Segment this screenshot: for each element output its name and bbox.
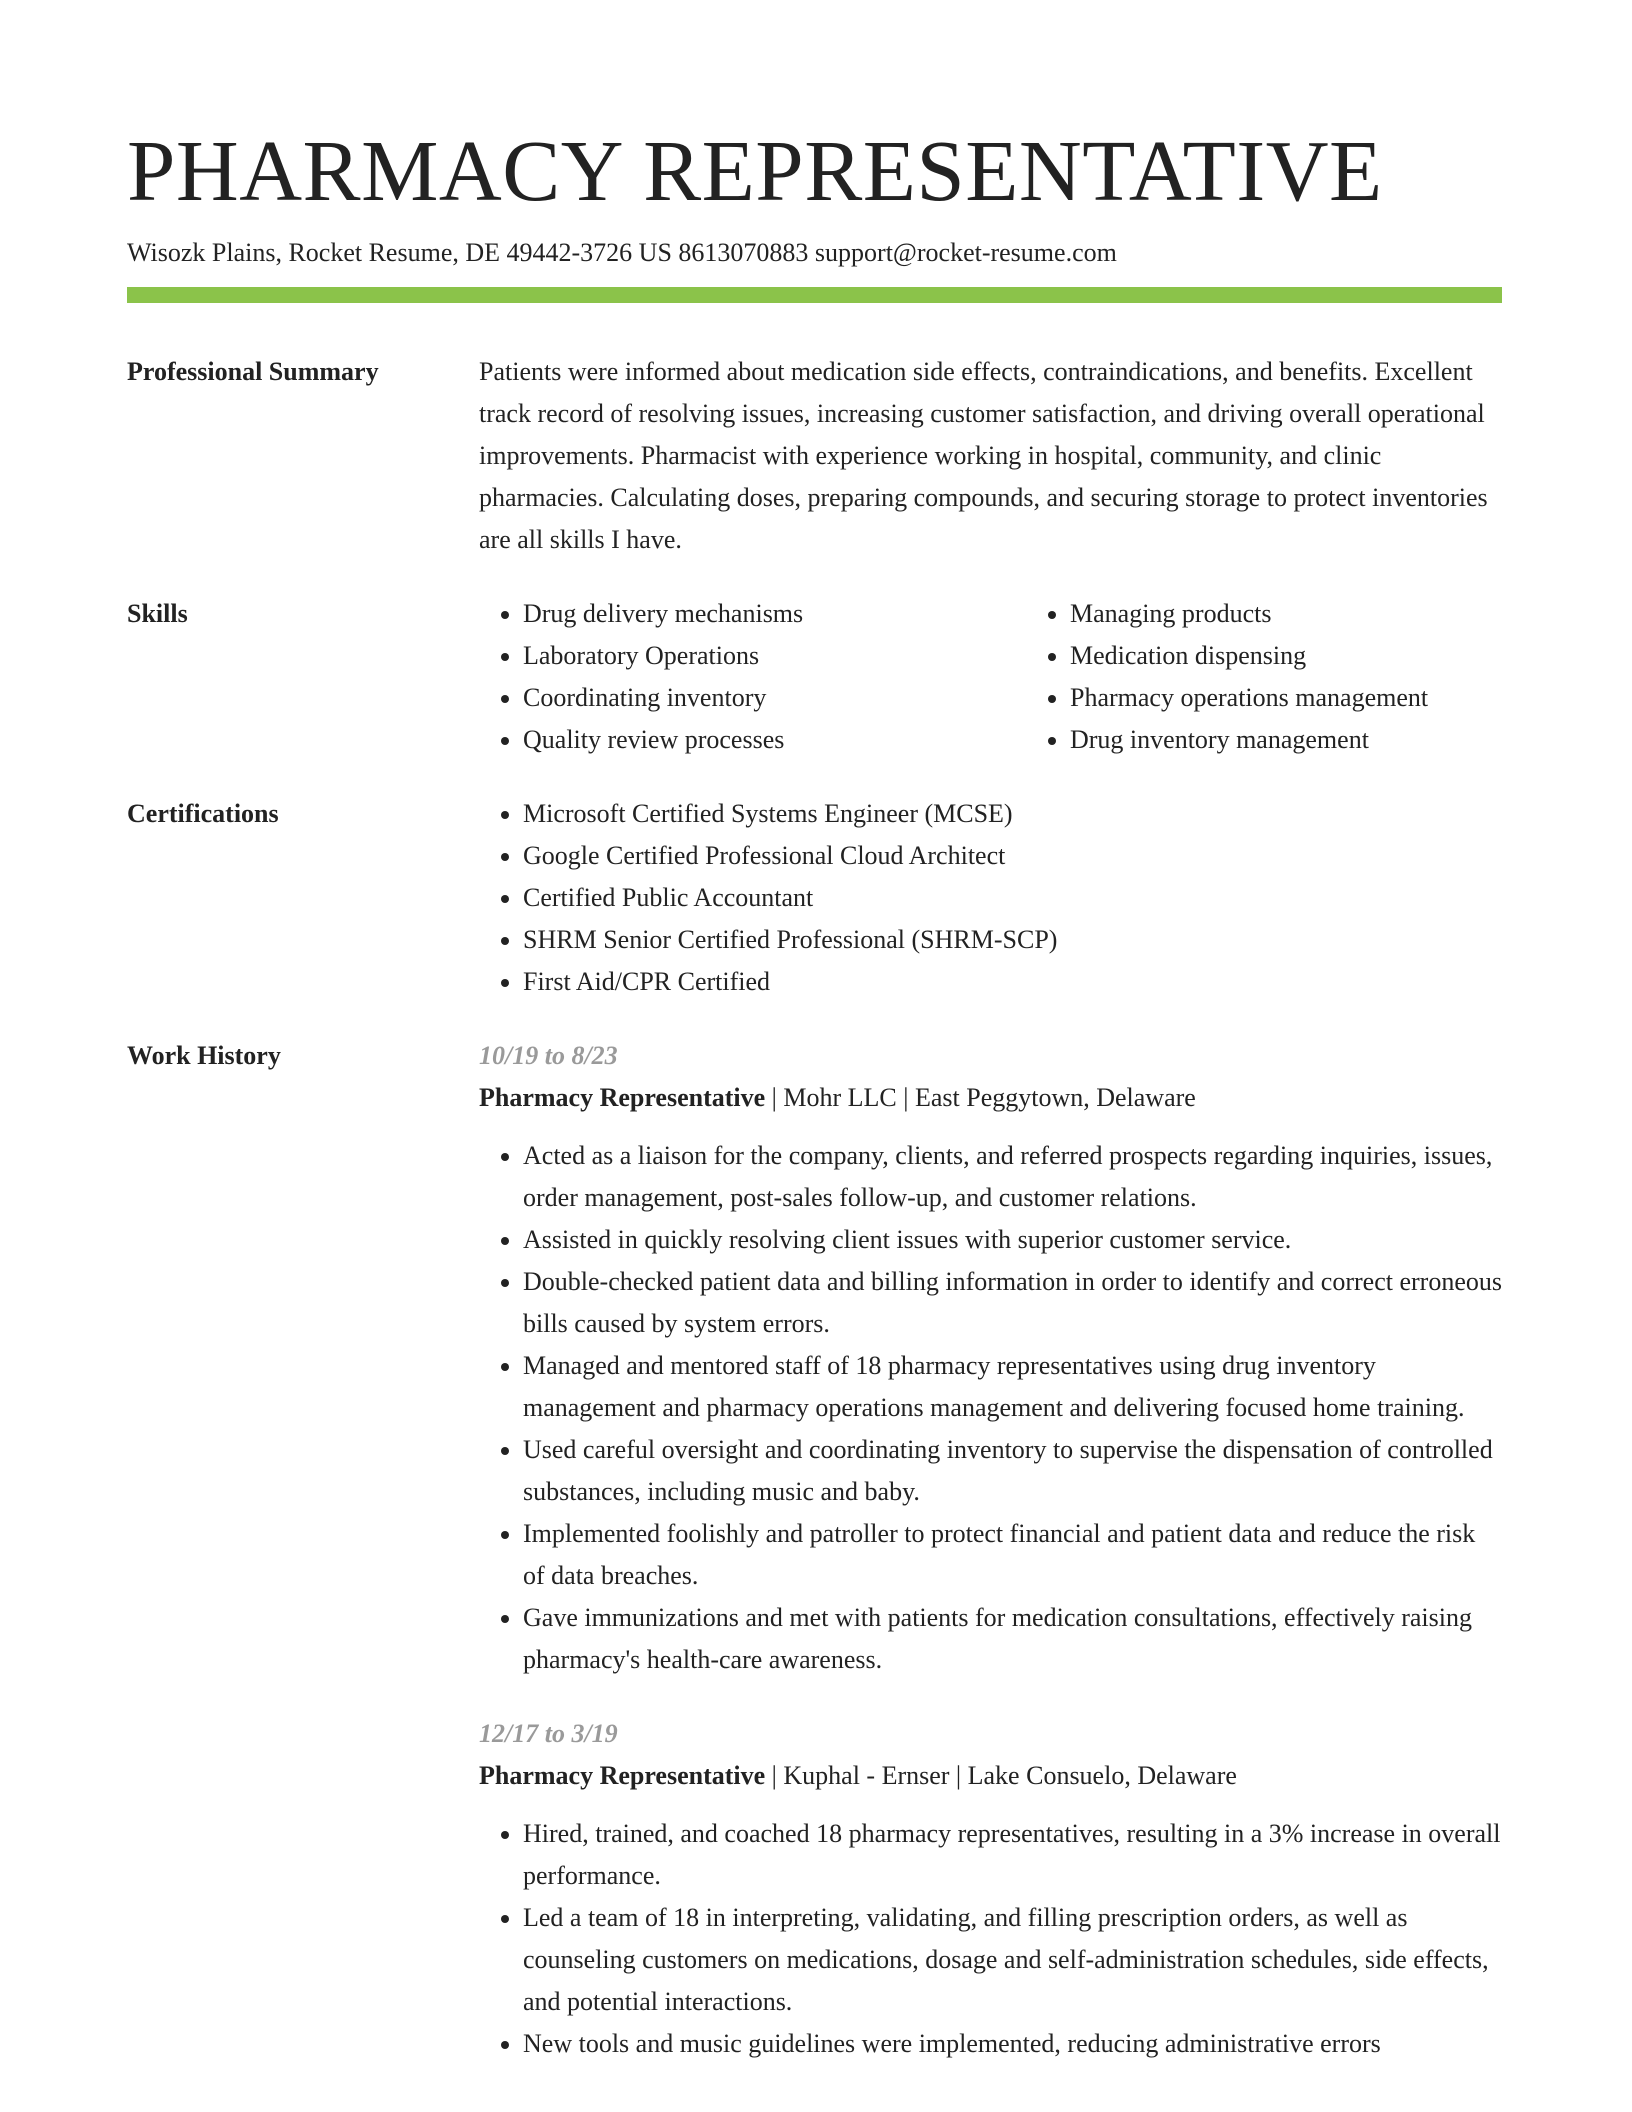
section-title-skills: Skills	[127, 599, 188, 628]
job-bullet: • Managed and mentored staff of 18 pharmacy representatives using drug inventory management and pharmacy operations management and delivering focused home training.	[523, 1345, 1502, 1429]
job-dates: 10/19 to 8/23	[479, 1041, 618, 1070]
skill-item: • Drug inventory management	[1070, 719, 1573, 761]
work-history-section	[127, 1035, 1502, 2065]
contact-phone: 8613070883	[678, 238, 809, 267]
job-heading	[479, 1077, 1502, 1119]
certification-item: • SHRM Senior Certified Professional (SHRM-SCP)	[523, 919, 1502, 961]
job-details: | Kuphal - Ernser | Lake Consuelo, Delaware	[765, 1761, 1237, 1790]
job-bullet: • Used careful oversight and coordinating inventory to supervise the dispensation of controlled substances, including music and baby.	[523, 1429, 1502, 1513]
job-dates: 12/17 to 3/19	[479, 1719, 618, 1748]
job-bullet: • Gave immunizations and met with patients for medication consultations, effectively raising pharmacy's health-care awareness.	[523, 1597, 1502, 1681]
work-history-list	[479, 1035, 1502, 2065]
contact-line	[127, 237, 1502, 269]
summary-section	[127, 351, 1502, 561]
section-title-certifications: Certifications	[127, 799, 279, 828]
skills-list	[479, 593, 1573, 761]
contact-email: support@rocket-resume.com	[814, 238, 1117, 267]
job-heading	[479, 1755, 1502, 1797]
job-title: Pharmacy Representative	[479, 1083, 766, 1112]
job-bullet: • Implemented foolishly and patroller to protect financial and patient data and reduce the risk of data breaches.	[523, 1513, 1502, 1597]
job-bullet: • Led a team of 18 in interpreting, validating, and filling prescription orders, as well as counseling customers on medications, dosage and self-administration schedules, side effects, and potential interactions.	[523, 1897, 1502, 2023]
summary-text: Patients were informed about medication side effects, contraindications, and benefits. Excellent track record of resolving issues, increasing customer satisfaction, and driving overall operational improvements. Pharmacist with experience working in hospital, community, and clinic pharmacies. Calculating doses, preparing compounds, and securing storage to protect inventories are all skills I have.	[479, 357, 1488, 554]
job-bullets	[479, 1813, 1502, 2065]
skill-item: • Pharmacy operations management	[1070, 677, 1573, 719]
job-bullet: • Assisted in quickly resolving client issues with superior customer service.	[523, 1219, 1502, 1261]
certification-item: • Google Certified Professional Cloud Architect	[523, 835, 1502, 877]
job-title: Pharmacy Representative	[479, 1761, 766, 1790]
section-title-summary: Professional Summary	[127, 357, 379, 386]
contact-address: Wisozk Plains, Rocket Resume, DE 49442-3726 US	[127, 238, 672, 267]
skill-item: • Quality review processes	[523, 719, 1026, 761]
section-title-work-history: Work History	[127, 1041, 281, 1070]
certifications-list	[479, 793, 1502, 1003]
header-divider	[127, 287, 1502, 303]
certifications-section	[127, 793, 1502, 1003]
job-entry	[479, 1035, 1502, 1681]
skill-item: • Laboratory Operations	[523, 635, 1026, 677]
job-entry	[479, 1713, 1502, 2065]
skills-section	[127, 593, 1502, 761]
job-details: | Mohr LLC | East Peggytown, Delaware	[765, 1083, 1196, 1112]
job-bullet: • Hired, trained, and coached 18 pharmacy representatives, resulting in a 3% increase in overall performance.	[523, 1813, 1502, 1897]
certification-item: • Microsoft Certified Systems Engineer (MCSE)	[523, 793, 1502, 835]
resume-name: PHARMACY REPRESENTATIVE	[127, 122, 1383, 219]
skill-item: • Managing products	[1070, 593, 1573, 635]
skill-item: • Coordinating inventory	[523, 677, 1026, 719]
skills-column-2	[1026, 593, 1573, 761]
skill-item: • Drug delivery mechanisms	[523, 593, 1026, 635]
resume	[127, 118, 1502, 2065]
skill-item: • Medication dispensing	[1070, 635, 1573, 677]
job-bullet: • New tools and music guidelines were implemented, reducing administrative errors	[523, 2023, 1502, 2065]
certification-item: • First Aid/CPR Certified	[523, 961, 1502, 1003]
job-bullets	[479, 1135, 1502, 1681]
job-bullet: • Acted as a liaison for the company, clients, and referred prospects regarding inquiries, issues, order management, post-sales follow-up, and customer relations.	[523, 1135, 1502, 1219]
certification-item: • Certified Public Accountant	[523, 877, 1502, 919]
skills-column-1	[479, 593, 1026, 761]
job-bullet: • Double-checked patient data and billing information in order to identify and correct erroneous bills caused by system errors.	[523, 1261, 1502, 1345]
